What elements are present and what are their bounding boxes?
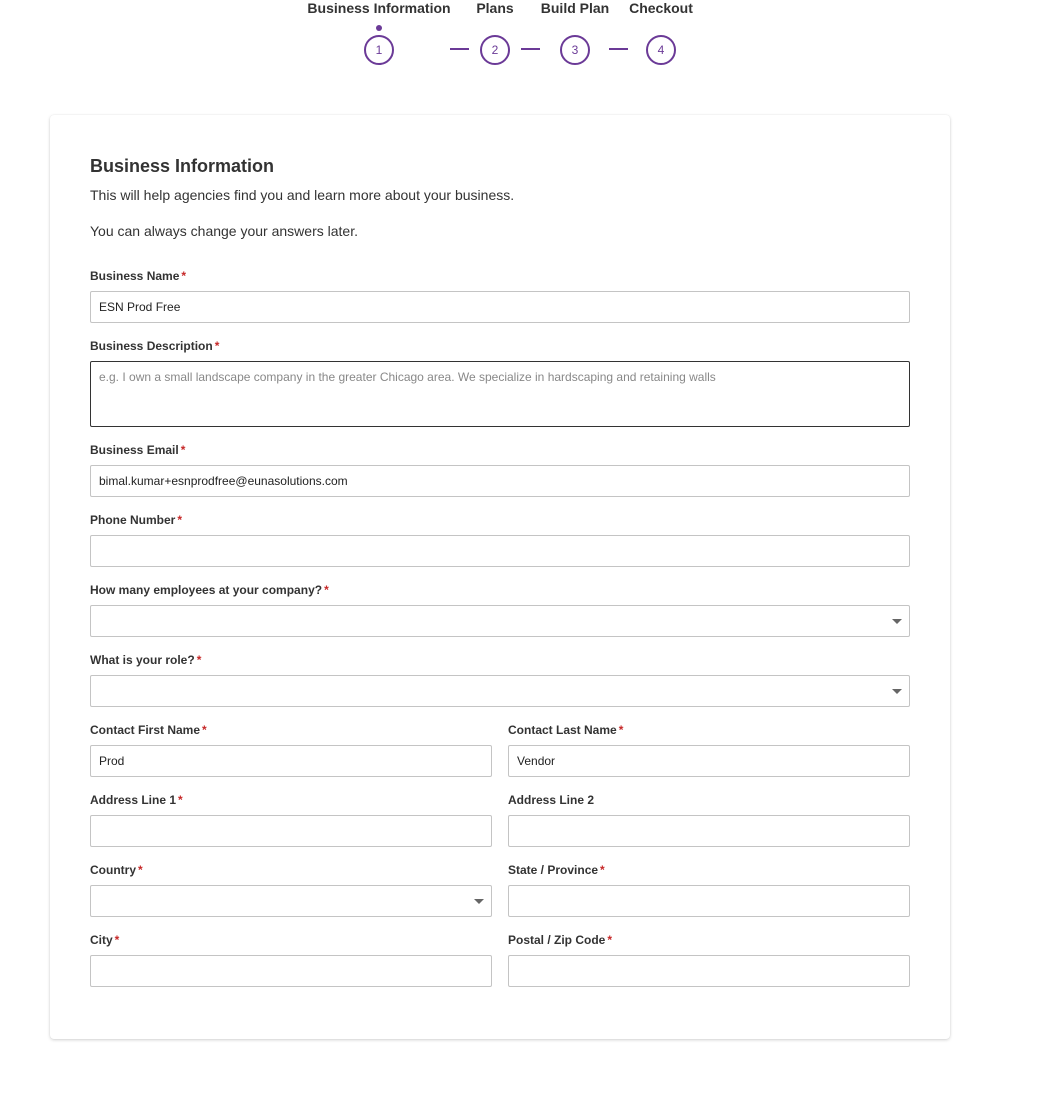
address-line-2-label: Address Line 2 (508, 793, 595, 807)
required-marker: * (177, 513, 183, 527)
required-marker: * (600, 863, 605, 877)
step-connector (609, 48, 628, 50)
state-province-label: State / Province * (508, 863, 605, 877)
required-marker: * (114, 933, 120, 947)
step-label-build-plan[interactable]: Build Plan (540, 0, 610, 16)
required-marker: * (618, 723, 624, 737)
business-name-input[interactable]: ESN Prod Free (90, 291, 910, 323)
city-label: City * (90, 933, 120, 947)
chevron-down-icon[interactable] (892, 619, 902, 624)
postal-code-label: Postal / Zip Code * (508, 933, 613, 947)
step-label-checkout[interactable]: Checkout (629, 0, 693, 16)
state-province-input[interactable] (508, 885, 910, 917)
business-description-textarea[interactable] (90, 361, 910, 427)
step-connector (521, 48, 540, 50)
business-email-input[interactable]: bimal.kumar+esnprodfree@eunasolutions.com (90, 465, 910, 497)
phone-number-input[interactable] (90, 535, 910, 567)
business-name-label: Business Name * (90, 269, 187, 283)
step-circle-2[interactable]: 2 (480, 35, 510, 65)
required-marker: * (180, 443, 186, 457)
business-description-placeholder: e.g. I own a small landscape company in the greater Chicago area. We specialize in hardscaping and retaining walls (99, 370, 716, 384)
business-information-card (50, 115, 950, 1039)
country-select[interactable] (90, 885, 492, 917)
address-line-1-label: Address Line 1 * (90, 793, 183, 807)
step-label-plans[interactable]: Plans (476, 0, 514, 16)
last-name-label: Contact Last Name * (508, 723, 624, 737)
postal-code-input[interactable] (508, 955, 910, 987)
step-circle-4[interactable]: 4 (646, 35, 676, 65)
country-label: Country * (90, 863, 143, 877)
form-title: Business Information (90, 156, 275, 176)
address-line-1-input[interactable] (90, 815, 492, 847)
form-description: This will help agencies find you and learn more about your business. (90, 187, 515, 203)
first-name-input[interactable]: Prod (90, 745, 492, 777)
required-marker: * (178, 793, 183, 807)
business-email-label: Business Email * (90, 443, 186, 457)
required-marker: * (181, 269, 187, 283)
required-marker: * (196, 653, 202, 667)
required-marker: * (214, 339, 220, 353)
last-name-input[interactable]: Vendor (508, 745, 910, 777)
active-step-indicator (376, 25, 382, 31)
role-label: What is your role? * (90, 653, 202, 667)
step-circle-3[interactable]: 3 (560, 35, 590, 65)
required-marker: * (202, 723, 207, 737)
required-marker: * (138, 863, 143, 877)
employees-select[interactable] (90, 605, 910, 637)
business-description-label: Business Description * (90, 339, 220, 353)
employees-label: How many employees at your company? * (90, 583, 329, 597)
chevron-down-icon[interactable] (474, 899, 484, 904)
chevron-down-icon[interactable] (892, 689, 902, 694)
phone-number-label: Phone Number * (90, 513, 183, 527)
form-note: You can always change your answers later. (90, 223, 358, 239)
required-marker: * (324, 583, 329, 597)
step-circle-1[interactable]: 1 (364, 35, 394, 65)
first-name-label: Contact First Name * (90, 723, 207, 737)
address-line-2-input[interactable] (508, 815, 910, 847)
required-marker: * (607, 933, 613, 947)
role-select[interactable] (90, 675, 910, 707)
city-input[interactable] (90, 955, 492, 987)
step-label-business-information[interactable]: Business Information (307, 0, 451, 16)
step-connector (450, 48, 469, 50)
